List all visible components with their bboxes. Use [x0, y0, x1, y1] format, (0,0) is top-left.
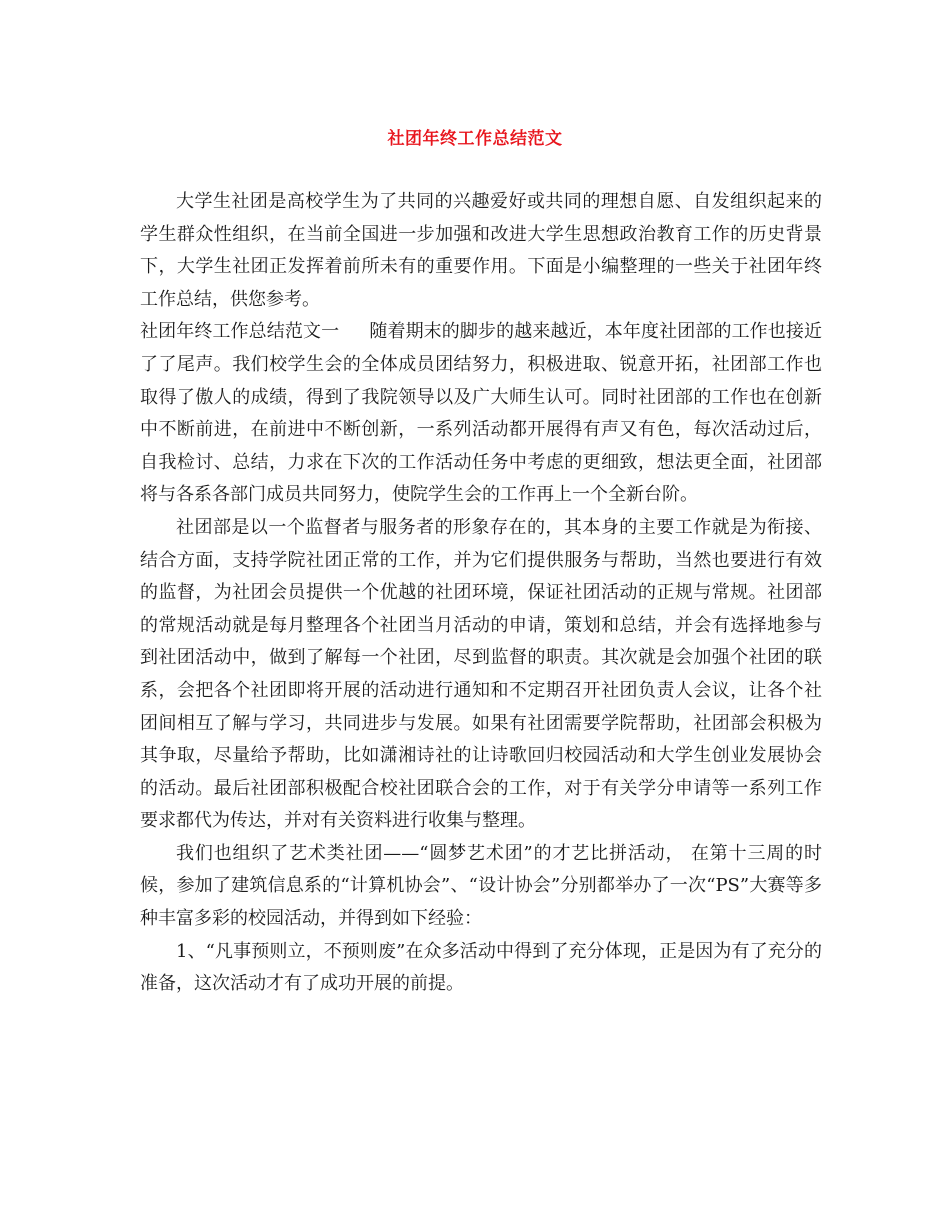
body-paragraph-2: 社团部是以一个监督者与服务者的形象存在的，其本身的主要工作就是为衔接、结合方面，支持学院社团正常的工作，并为它们提供服务与帮助，当然也要进行有效的监督，为社团会员提供一个优越的社团环境，保证社团活动的正规与常规。社团部的常规活动就是每月整理各个社团当月活动的申请，策划和总结，并会有选择地参与到社团活动中，做到了解每一个社团，尽到监督的职责。其次就是会加强个社团的联系，会把各个社团即将开展的活动进行通知和不定期召开社团负责人会议，让各个社团间相互了解与学习，共同进步与发展。如果有社团需要学院帮助，社团部会积极为其争取，尽量给予帮助，比如潇湘诗社的让诗歌回归校园活动和大学生创业发展协会的活动。最后社团部积极配合校社团联合会的工作，对于有关学分申请等一系列工作要求都代为传达，并对有关资料进行收集与整理。	[140, 516, 822, 832]
document-title: 社团年终工作总结范文	[387, 129, 563, 149]
body-paragraph-4: 1、“凡事预则立，不预则废”在众多活动中得到了充分体现，正是因为有了充分的准备，这次活动才有了成功开展的前提。	[140, 940, 822, 995]
document-body	[140, 186, 822, 1001]
section-lead-text: 随着期末的脚步的越来越近，本年度社团部的工作也接近了了尾声。我们校学生会的全体成员团结努力，积极进取、锐意开拓，社团部工作也取得了傲人的成绩，得到了我院领导以及广大师生认可。同时社团部的工作也在创新中不断前进，在前进中不断创新，一系列活动都开展得有声又有色，每次活动过后，自我检讨、总结，力求在下次的工作活动任务中考虑的更细致，想法更全面，社团部将与各系各部门成员共同努力，使院学生会的工作再上一个全新台阶。	[140, 321, 823, 506]
section-heading: 社团年终工作总结范文一	[140, 321, 340, 343]
body-paragraph-3: 我们也组织了艺术类社团——“圆梦艺术团”的才艺比拼活动， 在第十三周的时候，参加了建筑信息系的“计算机协会”、“设计协会”分别都举办了一次“PS”大赛等多种丰富多彩的校园活动，并得到如下经验：	[140, 842, 822, 930]
intro-paragraph: 大学生社团是高校学生为了共同的兴趣爱好或共同的理想自愿、自发组织起来的学生群众性组织，在当前全国进一步加强和改进大学生思想政治教育工作的历史背景下，大学生社团正发挥着前所未有的重要作用。下面是小编整理的一些关于社团年终工作总结，供您参考。	[140, 191, 822, 310]
section-paragraph	[140, 316, 822, 512]
